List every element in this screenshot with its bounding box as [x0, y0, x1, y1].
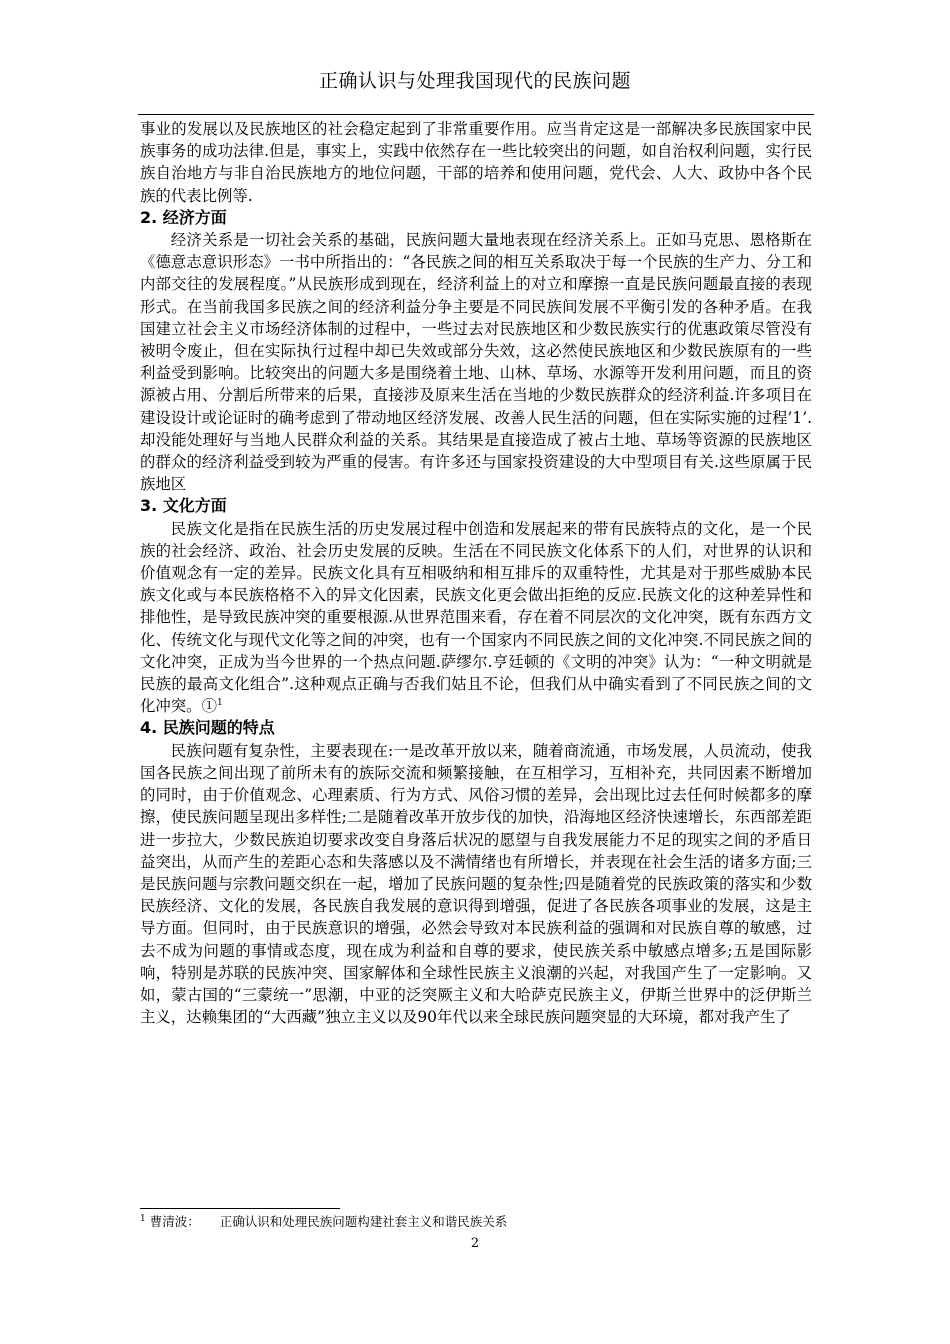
footnote-reference[interactable]: 1 [216, 698, 223, 709]
page-number: 2 [470, 1236, 480, 1251]
culture-paragraph-text: 民族文化是指在民族生活的历史发展过程中创造和发展起来的带有民族特点的文化，是一个民族的社会经济、政治、社会历史发展的反映。生活在不同民族文化体系下的人们，对世界的认识和价值观念有一定的差异。民族文化具有互相吸纳和相互排斥的双重特性，尤其是对于那些威胁本民族文化或与本民族格格不入的异文化因素，民族文化更会做出拒绝的反应.民族文化的这种差异性和排他性，是导致民族冲突的重要根源.从世界范围来看，存在着不同层次的文化冲突，既有东西方文化、传统文化与现代文化等之间的冲突，也有一个国家内不同民族之间的文化冲突.不同民族之间的文化冲突，正成为当今世界的一个热点问题.萨缪尔.亨廷顿的《文明的冲突》认为：“一种文明就是民族的最高文化组合”.这种观点正确与否我们姑且不论，但我们从中确实看到了不同民族之间的文化冲突。① [140, 519, 812, 716]
footnote-text: 正确认识和处理民族问题构建社套主义和谐民族关系 [219, 1214, 508, 1229]
footnote [140, 1214, 507, 1230]
culture-paragraph [140, 518, 812, 718]
footnote-marker: 1 [140, 1213, 146, 1224]
section-heading-features: 4. 民族问题的特点 [140, 718, 275, 738]
economy-paragraph: 经济关系是一切社会关系的基础，民族问题大量地表现在经济关系上。正如马克思、恩格斯在《德意志意识形态》一书中所指出的：“各民族之间的相互关系取决于每一个民族的生产力、分工和内部交往的发展程度。”从民族形成到现在，经济利益上的对立和摩擦一直是民族问题最直接的表现形式。在当前我国多民族之间的经济利益分争主要是不同民族间发展不平衡引发的各种矛盾。在我国建立社会主义市场经济体制的过程中，一些过去对民族地区和少数民族实行的优惠政策尽管没有被明令废止，但在实际执行过程中却已失效或部分失效，这必然使民族地区和少数民族原有的一些利益受到影响。比较突出的问题大多是围绕着土地、山林、草场、水源等开发利用问题，而且的资源被占用、分割后所带来的后果，直接涉及原来生活在当地的少数民族群众的经济利益.许多项目在建设设计或论证时的确考虑到了带动地区经济发展、改善人民生活的问题，但在实际实施的过程’1’.却没能处理好与当地人民群众利益的关系。其结果是直接造成了被占土地、草场等资源的民族地区的群众的经济利益受到较为严重的侵害。有许多还与国家投资建设的大中型项目有关.这些原属于民族地区 [140, 231, 812, 494]
page-header-title: 正确认识与处理我国现代的民族问题 [318, 70, 631, 92]
document-body [140, 118, 812, 1028]
section-heading-economy: 2. 经济方面 [140, 207, 227, 227]
section-heading-culture: 3. 文化方面 [140, 496, 227, 516]
header-divider [138, 114, 814, 115]
footnote-divider [140, 1208, 340, 1209]
footnote-author: 曹清波： [149, 1214, 200, 1229]
features-paragraph: 民族问题有复杂性，主要表现在:一是改革开放以来，随着商流通，市场发展，人员流动，使我国各民族之间出现了前所未有的族际交流和频繁接触，在互相学习，互相补充，共同因素不断增加的同时，由于价值观念、心理素质、行为方式、风俗习惯的差异，会出现比过去任何时候都多的摩擦，使民族问题呈现出多样性;二是随着改革开放步伐的加快，沿海地区经济快速增长，东西部差距进一步拉大，少数民族迫切要求改变自身落后状况的愿望与自我发展能力不足的现实之间的矛盾日益突出，从而产生的差距心态和失落感以及不满情绪也有所增长，并表现在社会生活的诸多方面;三是民族问题与宗教问题交织在一起，增加了民族问题的复杂性;四是随着党的民族政策的落实和少数民族经济、文化的发展，各民族自我发展的意识得到增强，促进了各民族各项事业的发展，这是主导方面。但同时，由于民族意识的增强，必然会导致对本民族利益的强调和对民族自尊的敏感，过去不成为问题的事情或态度，现在成为利益和自尊的要求，使民族关系中敏感点增多;五是国际影响，特别是苏联的民族冲突、国家解体和全球性民族主义浪潮的兴起，对我国产生了一定影响。又如，蒙古国的“三蒙统一”思潮，中亚的泛突厥主义和大哈萨克民族主义，伊斯兰世界中的泛伊斯兰主义，达赖集团的“大西藏”独立主义以及90年代以来全球民族问题突显的大环境，都对我产生了 [140, 741, 812, 1027]
intro-paragraph: 事业的发展以及民族地区的社会稳定起到了非常重要作用。应当肯定这是一部解决多民族国家中民族事务的成功法律.但是，事实上，实践中依然存在一些比较突出的问题，如自治权利问题，实行民族自治地方与非自治民族地方的地位问题，干部的培养和使用问题，党代会、人大、政协中各个民族的代表比例等. [140, 120, 812, 205]
